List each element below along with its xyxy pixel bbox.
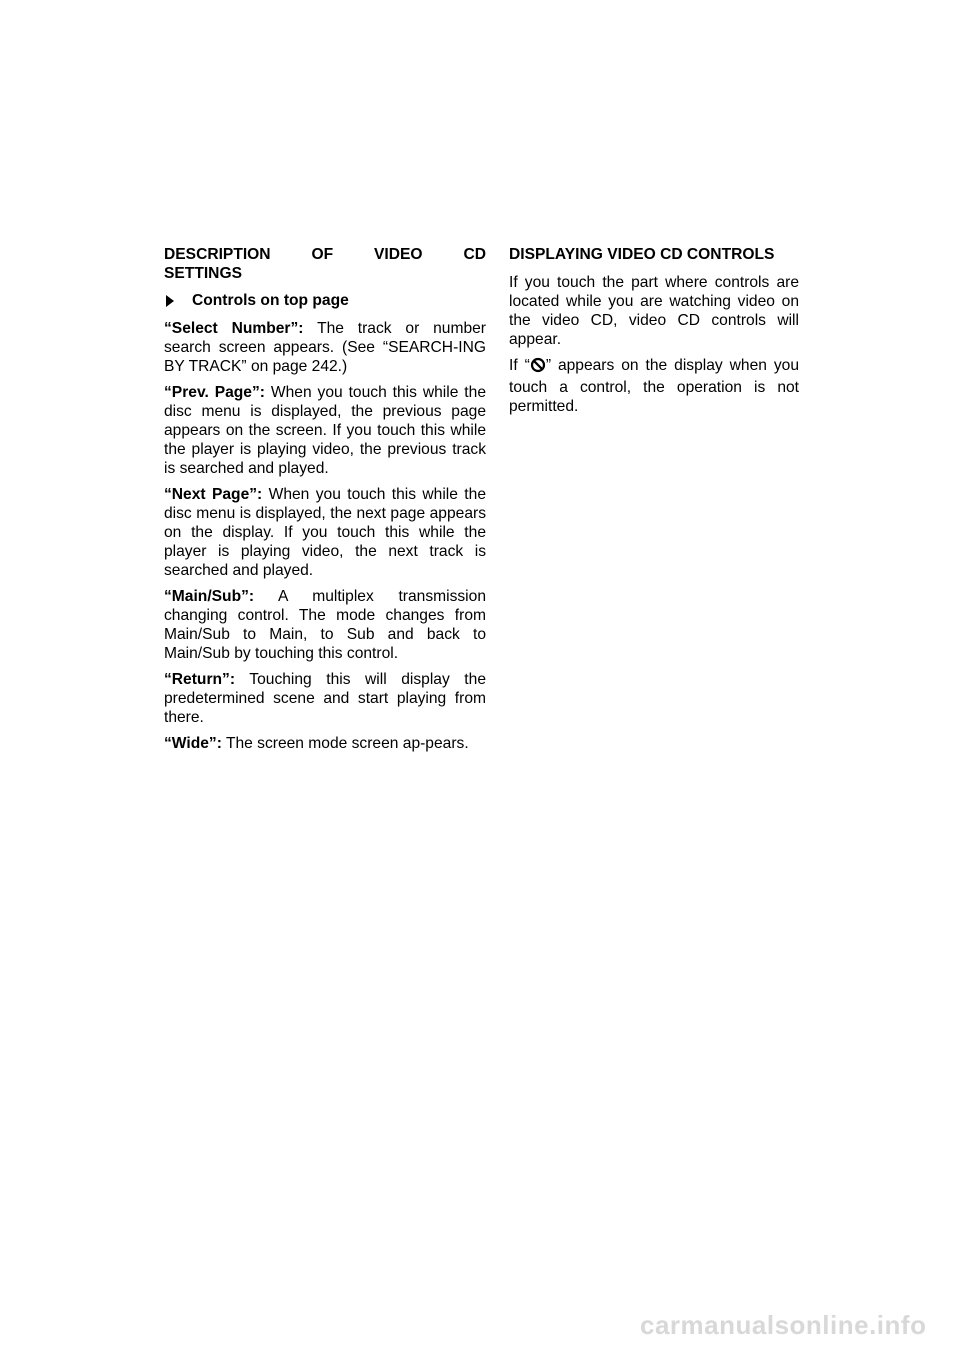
watermark-footer: carmanualsonline.info (640, 1310, 927, 1340)
item-text: A multiplex transmission changing control. The mode changes from Main/Sub to Main, to Sub and back to Main/Sub by touching this control. (164, 588, 486, 662)
paragraph-controls: If you touch the part where controls are located while you are watching video on the video CD, video CD controls will appear. (509, 274, 799, 348)
section-heading-right: DISPLAYING VIDEO CD CONTROLS (509, 246, 775, 263)
triangle-bullet-icon (166, 295, 174, 307)
item-label: “Main/Sub”: (164, 588, 255, 605)
section-heading (164, 245, 486, 283)
item-next-page (164, 485, 486, 580)
prohibited-icon (530, 357, 546, 378)
item-text: The screen mode screen ap-pears. (221, 735, 469, 752)
paragraph-prohibited (509, 356, 799, 416)
item-label: “Prev. Page”: (164, 384, 265, 401)
subheading (164, 291, 486, 310)
item-text: When you touch this while the disc menu is displayed, the previous page appears on the screen. If you touch this while the player is playing video, the previous track is searched and played. (164, 384, 486, 477)
item-text: The track or number search screen appears. (See “SEARCH-ING BY TRACK” on page 242.) (164, 320, 486, 375)
item-label: “Wide”: (164, 735, 222, 752)
item-return (164, 670, 486, 727)
item-text: Touching this will display the predetermined scene and start playing from there. (164, 671, 486, 726)
prohibit-text-after: ” appears on the display when you touch a control, the operation is not permitted. (509, 357, 799, 415)
heading-line-1: DESCRIPTION OF VIDEO CD (164, 246, 486, 263)
subheading-text: Controls on top page (192, 292, 349, 309)
item-wide (164, 734, 486, 753)
item-label: “Select Number”: (164, 320, 304, 337)
item-text: When you touch this while the disc menu is displayed, the next page appears on the display. If you touch this while the player is playing video, the next track is searched and played. (164, 486, 486, 579)
item-prev-page (164, 383, 486, 478)
prohibit-text-before: If “ (509, 357, 530, 374)
item-select-number (164, 319, 486, 376)
item-main-sub (164, 587, 486, 663)
item-label: “Return”: (164, 671, 236, 688)
item-label: “Next Page”: (164, 486, 263, 503)
left-column (164, 245, 488, 760)
heading-line-2: SETTINGS (164, 265, 242, 282)
right-column (509, 245, 799, 423)
